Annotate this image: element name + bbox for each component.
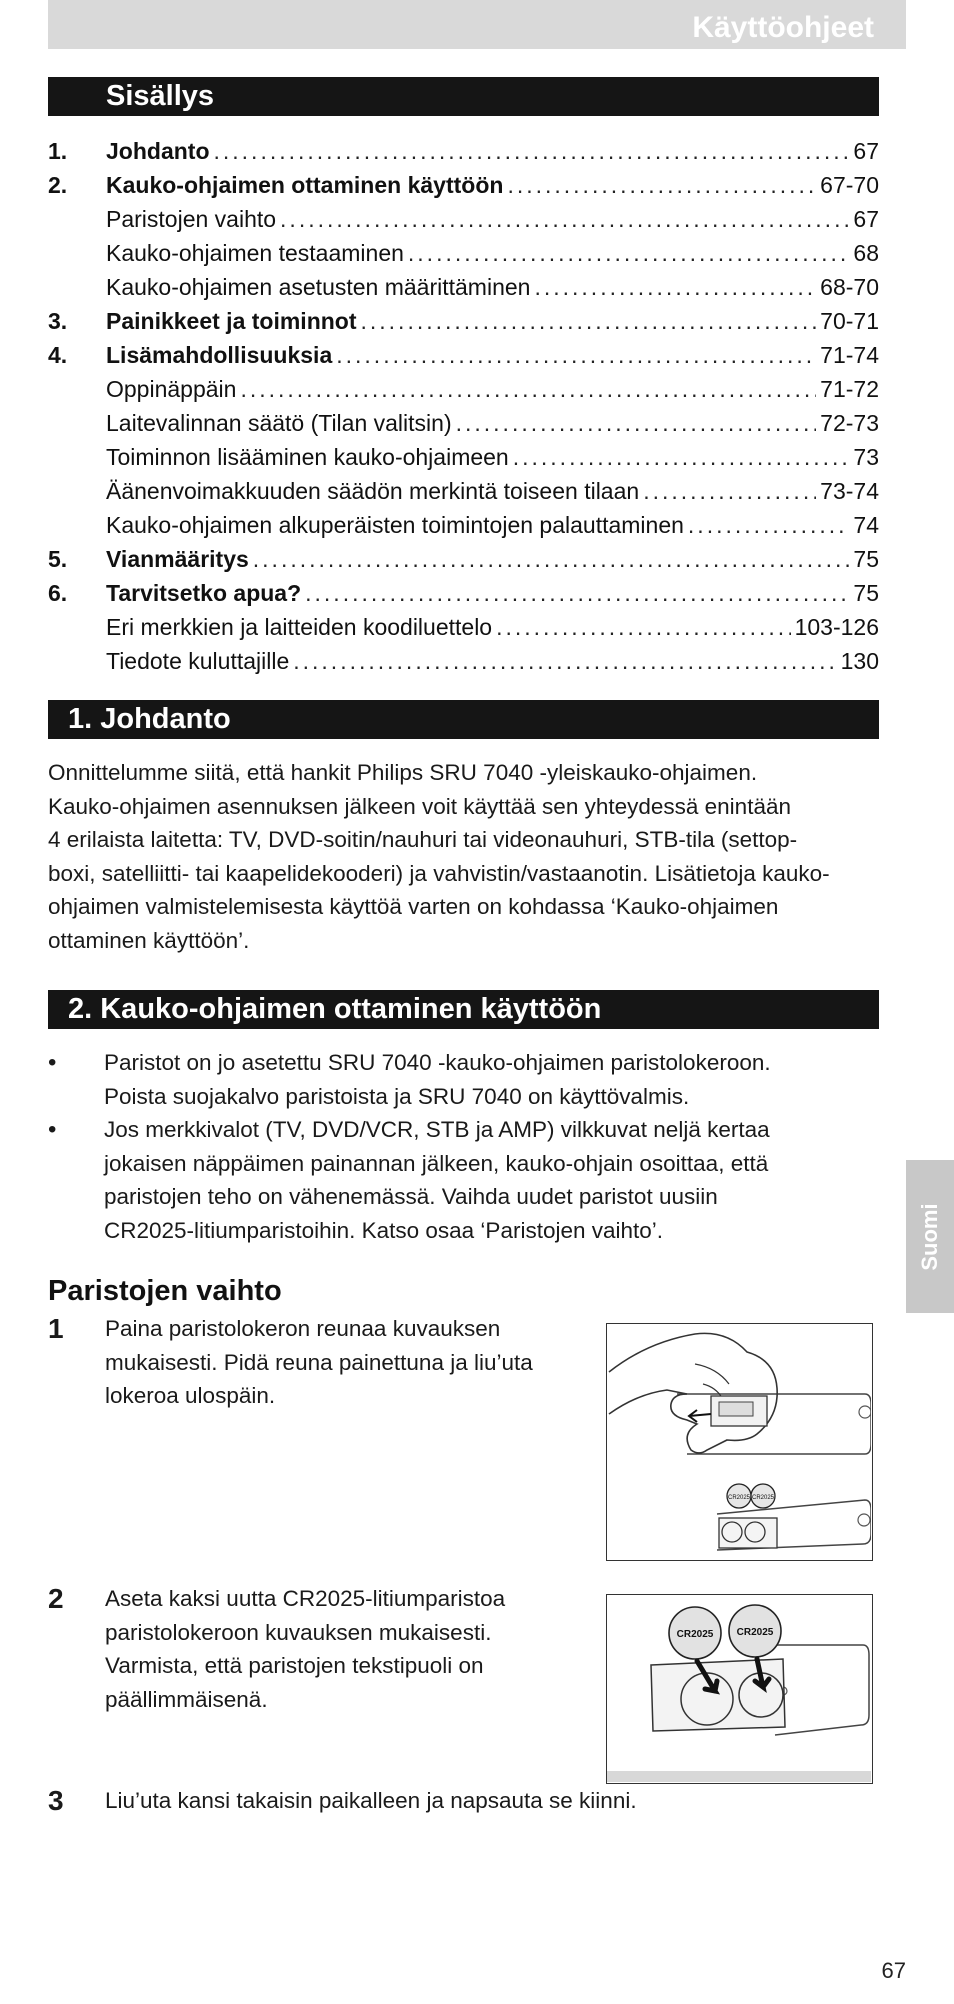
toc-dot-leader — [293, 644, 836, 678]
language-tab-label: Suomi — [917, 1202, 942, 1271]
toc-entry — [48, 440, 879, 474]
toc-entry-title: Kauko-ohjaimen testaaminen — [106, 240, 404, 266]
toc-entry-number: 1. — [48, 138, 68, 164]
page-number: 67 — [881, 1958, 906, 1983]
step-line: lokeroa ulospäin. — [105, 1383, 276, 1408]
step-line: mukaisesti. Pidä reuna painettuna ja liu’uta — [105, 1349, 533, 1375]
toc-entry-number: 5. — [48, 546, 68, 572]
toc-entry-page: 67-70 — [820, 172, 879, 198]
step-text — [105, 1784, 828, 1818]
toc-entry-page: 71-74 — [820, 342, 879, 368]
bullet-line: jokaisen näppäimen painannan jälkeen, kauko-ohjain osoittaa, että — [104, 1150, 769, 1176]
toc-heading-bar — [48, 77, 879, 116]
step-number: 3 — [48, 1785, 64, 1816]
step-number: 2 — [48, 1583, 64, 1614]
step-number: 1 — [48, 1313, 64, 1344]
step-line: paristolokeroon kuvauksen mukaisesti. — [105, 1619, 492, 1645]
toc-entry-title: Toiminnon lisääminen kauko-ohjaimeen — [106, 444, 509, 470]
toc-entry-title: Tiedote kuluttajille — [106, 648, 290, 674]
step-1 — [48, 1312, 568, 1413]
battery-label: CR2025 — [736, 1627, 774, 1638]
toc-entry — [48, 644, 879, 678]
toc-entry-page: 103-126 — [794, 614, 879, 640]
toc-entry-page: 68-70 — [820, 274, 879, 300]
toc-entry-title: Tarvitsetko apua? — [106, 580, 302, 606]
header-band — [48, 0, 906, 49]
toc-entry-title: Kauko-ohjaimen ottaminen käyttöön — [106, 172, 504, 198]
toc-entry-page: 70-71 — [820, 308, 879, 334]
toc-entry-page: 68 — [853, 240, 879, 266]
paragraph-line: boxi, satelliitti- tai kaapelidekooderi) ja vahvistin/vastaanotin. Lisätietoja kauko- — [48, 860, 830, 886]
section1-heading-bar — [48, 700, 879, 739]
language-tab — [906, 1160, 954, 1313]
toc-entry-number: 4. — [48, 342, 68, 368]
section1-paragraph — [48, 756, 888, 957]
toc-entry-page: 130 — [840, 648, 879, 674]
toc-entry-page: 67 — [853, 206, 879, 232]
toc-entry-number: 3. — [48, 308, 68, 334]
toc-entry-title: Vianmääritys — [106, 546, 249, 572]
toc-entry — [48, 338, 879, 372]
toc-entry-title: Painikkeet ja toiminnot — [106, 308, 357, 334]
toc-dot-leader — [280, 202, 849, 236]
toc-dot-leader — [507, 168, 816, 202]
toc-entry-number: 2. — [48, 172, 68, 198]
toc-dot-leader — [643, 474, 816, 508]
section2-heading: 2. Kauko-ohjaimen ottaminen käyttöön — [68, 993, 602, 1025]
step-2 — [48, 1582, 568, 1716]
toc-entry-title: Kauko-ohjaimen alkuperäisten toimintojen palauttaminen — [106, 512, 684, 538]
toc-entry — [48, 508, 879, 542]
toc-entry-title: Eri merkkien ja laitteiden koodiluettelo — [106, 614, 493, 640]
step-text — [105, 1312, 568, 1413]
section1-heading: 1. Johdanto — [68, 703, 231, 735]
toc-entry-title: Oppinäppäin — [106, 376, 237, 402]
toc-entry-page: 75 — [853, 546, 879, 572]
toc-heading: Sisällys — [106, 80, 215, 112]
toc-entry-title: Paristojen vaihto — [106, 206, 277, 232]
battery-label: CR2025 — [676, 1629, 714, 1640]
bullet-item — [48, 1046, 888, 1113]
toc-dot-leader — [513, 440, 850, 474]
bullet-line: CR2025-litiumparistoihin. Katso osaa ‘Paristojen vaihto’. — [104, 1217, 664, 1243]
table-of-contents — [48, 134, 879, 678]
toc-entry-title: Johdanto — [106, 138, 210, 164]
toc-entry-title: Kauko-ohjaimen asetusten määrittäminen — [106, 274, 531, 300]
toc-entry-page: 73 — [853, 444, 879, 470]
bullet-item — [48, 1113, 888, 1247]
battery-label: CR2025 — [727, 1495, 751, 1501]
toc-entry — [48, 236, 879, 270]
toc-entry-title: Lisämahdollisuuksia — [106, 342, 333, 368]
toc-dot-leader — [240, 372, 816, 406]
step-line: päällimmäisenä. — [105, 1686, 268, 1712]
toc-entry-page: 75 — [853, 580, 879, 606]
paragraph-line: 4 erilaista laitetta: TV, DVD-soitin/nauhuri tai videonauhuri, STB-tila (settop- — [48, 827, 798, 852]
toc-dot-leader — [456, 406, 817, 440]
paragraph-line: Kauko-ohjaimen asennuksen jälkeen voit käyttää sen yhteydessä enintään — [48, 793, 791, 819]
bullet-line: Poista suojakalvo paristoista ja SRU 7040 on käyttövalmis. — [104, 1083, 690, 1109]
toc-entry-page: 67 — [853, 138, 879, 164]
toc-dot-leader — [336, 338, 816, 372]
toc-dot-leader — [534, 270, 816, 304]
toc-entry — [48, 542, 879, 576]
toc-entry-page: 73-74 — [820, 478, 879, 504]
toc-dot-leader — [361, 304, 817, 338]
toc-dot-leader — [305, 576, 849, 610]
section2-bullet-list — [48, 1046, 888, 1247]
bullet-line: paristojen teho on vähenemässä. Vaihda uudet paristot uusiin — [104, 1184, 718, 1209]
toc-entry-page: 74 — [853, 512, 879, 538]
paragraph-line: ohjaimen valmistelemisesta käyttöä varten on kohdassa ‘Kauko-ohjaimen — [48, 894, 779, 919]
step-line: Paina paristolokeron reunaa kuvauksen — [105, 1316, 501, 1341]
step-line: Aseta kaksi uutta CR2025-litiumparistoa — [105, 1586, 506, 1611]
toc-entry — [48, 134, 879, 168]
toc-entry-number: 6. — [48, 580, 68, 606]
toc-entry — [48, 372, 879, 406]
toc-entry — [48, 168, 879, 202]
battery-heading: Paristojen vaihto — [48, 1275, 282, 1307]
bullet-line: Jos merkkivalot (TV, DVD/VCR, STB ja AMP) vilkkuvat neljä kertaa — [104, 1117, 770, 1142]
step-3 — [48, 1784, 828, 1818]
battery-insertion-illustration — [606, 1594, 873, 1784]
toc-dot-leader — [253, 542, 850, 576]
toc-dot-leader — [496, 610, 790, 644]
bullet-dot-icon: • — [48, 1116, 57, 1143]
batteries-into-tray-image — [607, 1595, 871, 1782]
step-line: Liu’uta kansi takaisin paikalleen ja napsauta se kiinni. — [105, 1788, 637, 1813]
toc-entry — [48, 406, 879, 440]
toc-dot-leader — [408, 236, 850, 270]
hand-opening-compartment-image — [607, 1324, 871, 1559]
header-title: Käyttöohjeet — [692, 11, 874, 44]
toc-entry-title: Äänenvoimakkuuden säädön merkintä toiseen tilaan — [106, 478, 640, 504]
toc-entry-title: Laitevalinnan säätö (Tilan valitsin) — [106, 410, 452, 436]
paragraph-line: Onnittelumme siitä, että hankit Philips SRU 7040 -yleiskauko-ohjaimen. — [48, 760, 758, 785]
toc-dot-leader — [214, 134, 850, 168]
toc-entry — [48, 202, 879, 236]
toc-entry-page: 72-73 — [820, 410, 879, 436]
toc-entry — [48, 270, 879, 304]
paragraph-line: ottaminen käyttöön’. — [48, 927, 250, 953]
toc-entry — [48, 576, 879, 610]
toc-entry — [48, 610, 879, 644]
toc-entry — [48, 474, 879, 508]
bullet-line: Paristot on jo asetettu SRU 7040 -kauko-ohjaimen paristolokeroon. — [104, 1050, 771, 1075]
battery-removal-illustration — [606, 1323, 873, 1561]
step-line: Varmista, että paristojen tekstipuoli on — [105, 1653, 484, 1678]
toc-entry-page: 71-72 — [820, 376, 879, 402]
section2-heading-bar — [48, 990, 879, 1029]
toc-dot-leader — [688, 508, 849, 542]
toc-entry — [48, 304, 879, 338]
step-text — [105, 1582, 568, 1716]
battery-label: CR2025 — [751, 1495, 775, 1501]
bullet-dot-icon: • — [48, 1049, 57, 1076]
